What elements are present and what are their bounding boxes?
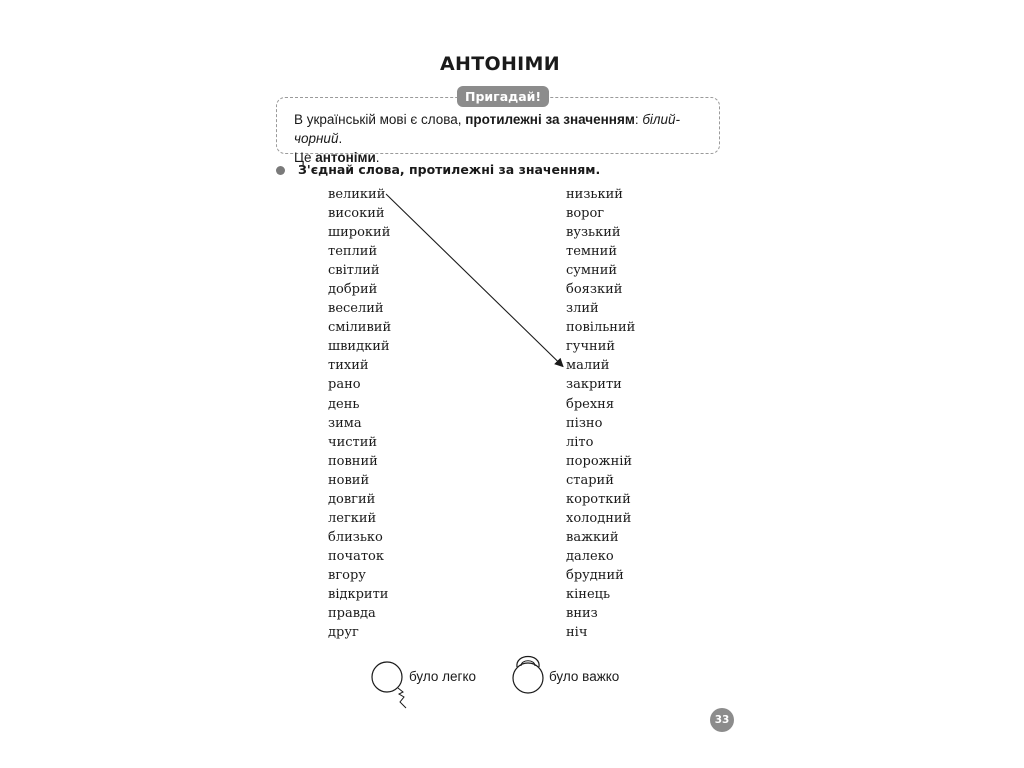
right-word: темний bbox=[566, 244, 617, 260]
right-word: короткий bbox=[566, 491, 631, 507]
hard-label: було важко bbox=[549, 669, 620, 684]
left-word: початок bbox=[328, 548, 384, 564]
right-word: ворог bbox=[566, 206, 605, 222]
left-word: тихий bbox=[328, 358, 369, 374]
right-word: старий bbox=[566, 472, 614, 488]
reminder-text-part: Це bbox=[294, 150, 316, 165]
right-word: сумний bbox=[566, 263, 618, 279]
reminder-text-part: В українській мові є слова, bbox=[294, 112, 466, 127]
right-word: далеко bbox=[566, 548, 614, 564]
reminder-text-part: : bbox=[634, 112, 643, 127]
left-word: повний bbox=[328, 453, 378, 469]
left-word: близько bbox=[328, 529, 383, 545]
right-word: закрити bbox=[566, 377, 622, 393]
right-word: малий bbox=[566, 358, 610, 374]
right-word: гучний bbox=[566, 339, 616, 355]
kettlebell-icon bbox=[513, 657, 543, 694]
left-word: правда bbox=[328, 606, 376, 622]
left-word: теплий bbox=[328, 244, 378, 260]
left-word: широкий bbox=[328, 225, 391, 241]
right-word: вниз bbox=[566, 606, 598, 622]
right-word: вузький bbox=[566, 225, 621, 241]
right-word: боязкий bbox=[566, 282, 623, 298]
left-word: зима bbox=[328, 415, 362, 431]
reminder-tag: Пригадай! bbox=[457, 86, 549, 107]
reminder-text-part: . bbox=[375, 150, 380, 165]
page-title: АНТОНІМИ bbox=[440, 53, 560, 75]
balloon-icon bbox=[372, 662, 406, 708]
left-word: швидкий bbox=[328, 339, 390, 355]
right-word: пізно bbox=[566, 415, 603, 431]
right-word: повільний bbox=[566, 320, 636, 336]
page-number-badge: 33 bbox=[710, 708, 734, 732]
right-word: важкий bbox=[566, 529, 619, 545]
example-connection-arrow bbox=[386, 194, 563, 367]
left-word: великий bbox=[328, 187, 386, 202]
right-word: порожній bbox=[566, 453, 633, 469]
left-word: чистий bbox=[328, 434, 378, 450]
left-word: веселий bbox=[328, 301, 384, 317]
right-word: кінець bbox=[566, 586, 611, 602]
reminder-example: білий-чорний bbox=[294, 112, 681, 146]
left-word: високий bbox=[328, 206, 385, 222]
left-word: добрий bbox=[328, 282, 378, 298]
left-word: новий bbox=[328, 472, 370, 488]
right-word: злий bbox=[566, 301, 599, 317]
right-word: брудний bbox=[566, 567, 624, 583]
right-word: брехня bbox=[566, 396, 615, 412]
right-word: низький bbox=[566, 187, 623, 202]
left-word: день bbox=[328, 396, 360, 412]
left-word: довгий bbox=[328, 491, 376, 507]
left-word: світлий bbox=[328, 263, 380, 279]
reminder-term: антоніми bbox=[315, 150, 376, 165]
right-word: літо bbox=[566, 434, 594, 450]
left-word: сміливий bbox=[328, 320, 392, 336]
left-word: друг bbox=[328, 625, 359, 641]
task-instruction: З'єднай слова, протилежні за значенням. bbox=[298, 162, 601, 177]
left-word: вгору bbox=[328, 567, 366, 583]
reminder-text-part: . bbox=[338, 131, 343, 146]
left-word: відкрити bbox=[328, 586, 389, 602]
easy-label: було легко bbox=[409, 669, 477, 684]
right-word: холодний bbox=[566, 510, 632, 526]
left-word: легкий bbox=[328, 510, 377, 526]
reminder-bold-phrase: протилежні за значенням bbox=[465, 112, 635, 127]
left-word: рано bbox=[328, 377, 361, 393]
right-word: ніч bbox=[566, 625, 588, 641]
